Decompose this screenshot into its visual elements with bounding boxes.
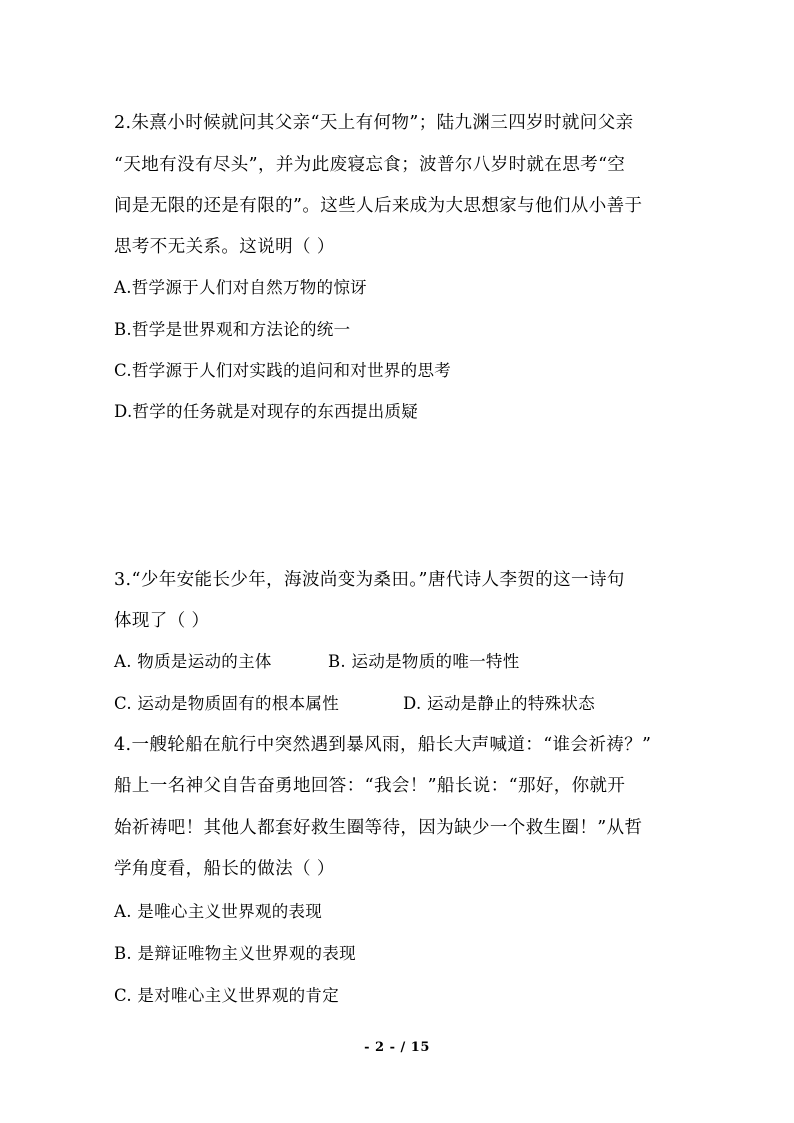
q4-stem-line-4: 学角度看，船长的做法（ ） <box>114 859 335 879</box>
q4-stem-line-2: 船上一名神父自告奋勇地回答：“我会！”船长说：“那好，你就开 <box>114 776 626 796</box>
q3-option-a: A. 物质是运动的主体 <box>114 652 272 671</box>
q4-option-b: B. 是辩证唯物主义世界观的表现 <box>114 944 356 963</box>
q4-option-a: A. 是唯心主义世界观的表现 <box>114 902 323 921</box>
q4-option-c: C. 是对唯心主义世界观的肯定 <box>114 986 340 1005</box>
q2-stem-line-4: 思考不无关系。这说明（ ） <box>114 237 335 257</box>
q2-option-b: B.哲学是世界观和方法论的统一 <box>114 320 351 339</box>
q3-option-b: B. 运动是物质的唯一特性 <box>328 652 520 671</box>
page-number: - 2 - / 15 <box>364 1040 430 1055</box>
q4-stem-line-3: 始祈祷吧！其他人都套好救生圈等待，因为缺少一个救生圈！”从哲 <box>114 818 643 838</box>
q2-stem-line-2: “天地有没有尽头”，并为此废寝忘食；波普尔八岁时就在思考“空 <box>114 155 626 175</box>
q3-option-d: D. 运动是静止的特殊状态 <box>403 694 596 713</box>
q2-stem-line-1: 2.朱熹小时候就问其父亲“天上有何物”；陆九渊三四岁时就问父亲 <box>114 113 634 133</box>
q3-option-c: C. 运动是物质固有的根本属性 <box>114 694 340 713</box>
q3-stem-line-2: 体现了（ ） <box>114 611 210 631</box>
q2-option-d: D.哲学的任务就是对现存的东西提出质疑 <box>114 402 419 421</box>
q2-option-c: C.哲学源于人们对实践的追问和对世界的思考 <box>114 361 452 380</box>
q2-option-a: A.哲学源于人们对自然万物的惊讶 <box>114 278 367 297</box>
q4-stem-line-1: 4.一艘轮船在航行中突然遇到暴风雨，船长大声喊道：“谁会祈祷？” <box>114 735 652 755</box>
q2-stem-line-3: 间是无限的还是有限的”。这些人后来成为大思想家与他们从小善于 <box>114 196 643 216</box>
q3-stem-line-1: 3.“少年安能长少年，海波尚变为桑田。”唐代诗人李贺的这一诗句 <box>114 570 625 590</box>
